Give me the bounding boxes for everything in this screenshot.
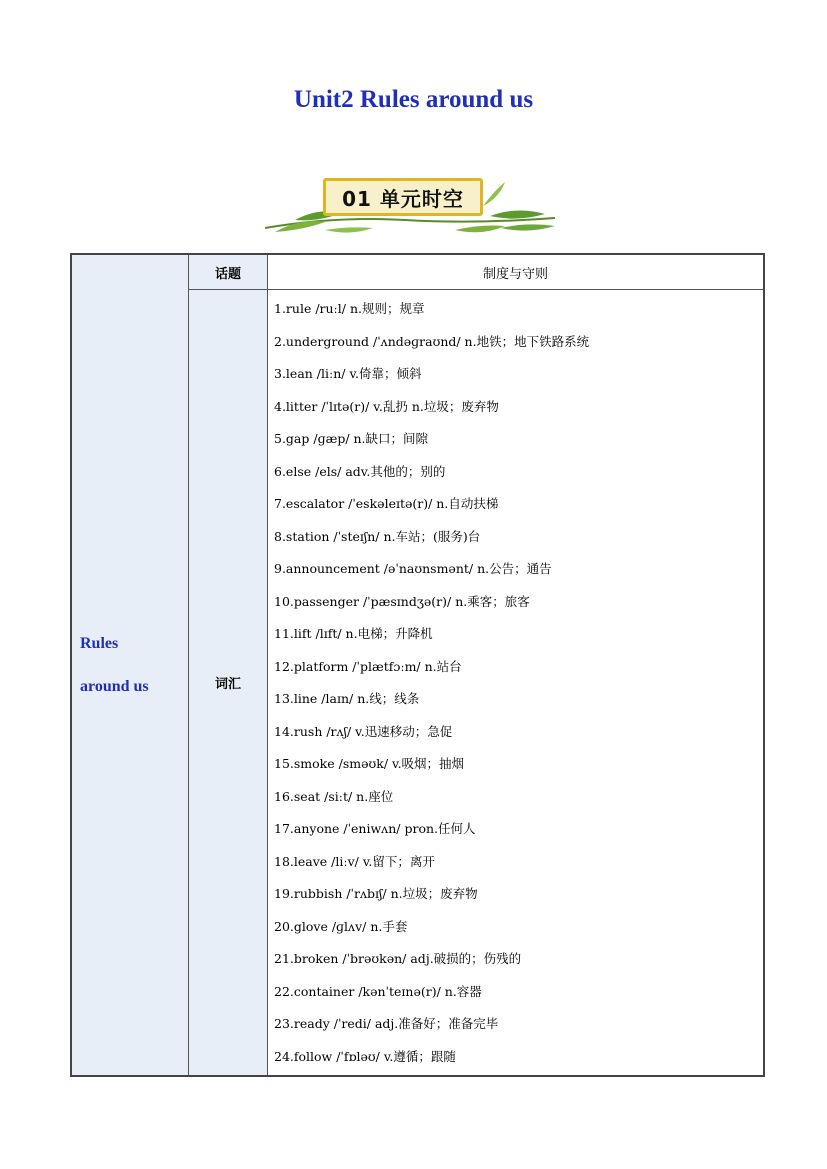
list-item: 11.lift /lɪft/ n.电梯；升降机 [274,626,433,641]
list-item: 20.glove /ɡlʌv/ n.手套 [274,918,408,934]
vocab-label: 词汇 [189,290,268,1077]
list-item: 5.gap /ɡæp/ n.缺口；间隙 [274,431,429,446]
banner-box [323,178,483,216]
topic-cell [71,254,189,1076]
list-item: 18.leave /liːv/ v.留下；离开 [274,853,435,869]
list-item: 16.seat /siːt/ n.座位 [274,788,394,804]
topic-header-value: 制度与守则 [268,254,765,290]
list-item: 24.follow /ˈfɒləʊ/ v.遵循；跟随 [274,1048,456,1064]
list-item: 4.litter /ˈlɪtə(r)/ v.乱扔 n.垃圾；废弃物 [274,398,499,414]
list-item: 13.line /laɪn/ n.线；线条 [274,691,420,706]
list-item: 8.station /ˈsteɪʃn/ n.车站；(服务)台 [274,528,481,544]
list-item: 21.broken /ˈbrəʊkən/ adj.破损的；伤残的 [274,951,522,966]
list-item: 6.else /els/ adv.其他的；别的 [274,463,446,479]
topic-header-label: 话题 [189,254,268,290]
list-item: 3.lean /liːn/ v.倚靠；倾斜 [274,366,422,381]
topic-title-line1: Rules [80,635,119,652]
banner-text: 01 单元时空 [342,186,464,211]
list-item: 15.smoke /sməʊk/ v.吸烟；抽烟 [274,756,465,771]
word-list-cell [268,290,765,1077]
list-item: 1.rule /ruːl/ n.规则；规章 [274,301,425,316]
list-item: 22.container /kənˈteɪnə(r)/ n.容器 [274,983,482,999]
list-item: 14.rush /rʌʃ/ v.迅速移动；急促 [274,723,453,739]
list-item: 9.announcement /əˈnaʊnsmənt/ n.公告；通告 [274,561,552,576]
list-item: 17.anyone /ˈeniwʌn/ pron.任何人 [274,821,476,836]
list-item: 19.rubbish /ˈrʌbɪʃ/ n.垃圾；废弃物 [274,886,478,901]
list-item: 2.underground /ˈʌndəɡraʊnd/ n.地铁；地下铁路系统 [274,333,590,349]
list-item: 10.passenger /ˈpæsɪndʒə(r)/ n.乘客；旅客 [274,593,530,609]
word-list [268,290,763,1075]
topic-title-line2: around us [80,678,149,695]
list-item: 12.platform /ˈplætfɔːm/ n.站台 [274,658,462,674]
section-banner [255,170,565,242]
page-title: Unit2 Rules around us [293,86,534,113]
vocab-table [70,253,765,1077]
list-item: 7.escalator /ˈeskəleɪtə(r)/ n.自动扶梯 [274,496,499,511]
list-item: 23.ready /ˈredi/ adj.准备好；准备完毕 [274,1016,499,1031]
